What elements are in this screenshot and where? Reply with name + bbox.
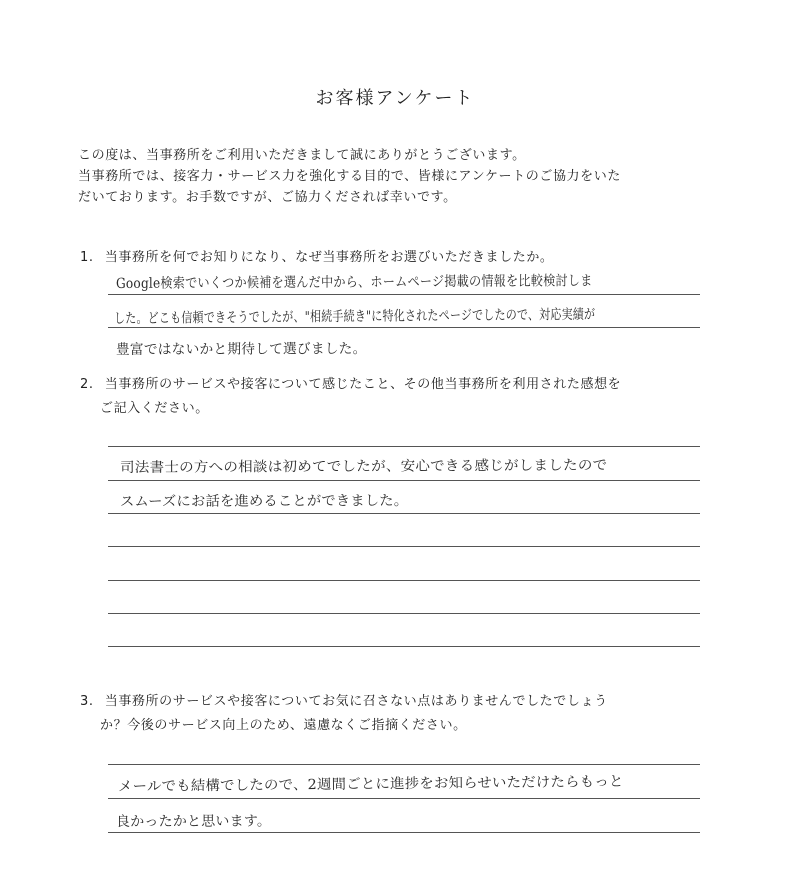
handwritten-answer-line: 司法書士の方への相談は初めてでしたが、安心できる感じがしましたので [119, 457, 608, 476]
handwritten-answer-line: スムーズにお話を進めることができました。 [119, 493, 409, 510]
answer-rule [108, 446, 700, 447]
answer-rule [108, 294, 700, 295]
intro-text [78, 145, 728, 208]
question-text: ご記入ください。 [100, 401, 209, 416]
answer-rule [108, 832, 700, 833]
answer-rule [108, 546, 700, 547]
handwritten-answer-line: メールでも結構でしたので、2週間ごとに進捗をお知らせいただけたらもっと [117, 773, 624, 795]
handwritten-answer-line: 豊富ではないかと期待して選びました。 [115, 341, 367, 358]
answer-rule [108, 580, 700, 581]
question-text: 当事務所を何でお知りになり、なぜ当事務所をお選びいただきましたか。 [104, 250, 554, 265]
handwritten-answer-line: した。どこも信頼できそうでしたが、"相続手続き"に特化されたページでしたので、対応実績が [113, 306, 596, 327]
question-3-continued [100, 714, 467, 733]
answer-rule [108, 764, 700, 765]
handwritten-answer-line: 良かったかと思います。 [115, 813, 272, 830]
question-text: 当事務所のサービスや接客について感じたこと、その他当事務所を利用された感想を [104, 377, 622, 392]
question-1 [80, 246, 554, 265]
page-title: お客様アンケート [315, 88, 475, 109]
intro-line: だいております。お手数ですが、ご協力くだされば幸いです。 [78, 190, 457, 205]
question-number: 1. [80, 250, 94, 265]
intro-line: この度は、当事務所をご利用いただきまして誠にありがとうございます。 [78, 148, 526, 163]
question-number: 2. [80, 377, 94, 392]
question-text: 当事務所のサービスや接客についてお気に召さない点はありませんでしたでしょう [104, 694, 608, 709]
handwritten-answer-line: Google検索でいくつか候補を選んだ中から、ホームページ掲載の情報を比較検討しま [115, 273, 593, 292]
question-number: 3. [80, 694, 94, 709]
answer-rule [108, 613, 700, 614]
answer-rule [108, 646, 700, 647]
question-text: か？今後のサービス向上のため、遠慮なくご指摘ください。 [100, 718, 467, 733]
question-2 [80, 373, 621, 392]
question-2-continued [100, 397, 209, 416]
answer-rule [108, 798, 700, 799]
answer-rule [108, 513, 700, 514]
question-3 [80, 690, 608, 709]
answer-rule [108, 480, 700, 481]
intro-line: 当事務所では、接客力・サービス力を強化する目的で、皆様にアンケートのご協力をいた [78, 169, 621, 184]
